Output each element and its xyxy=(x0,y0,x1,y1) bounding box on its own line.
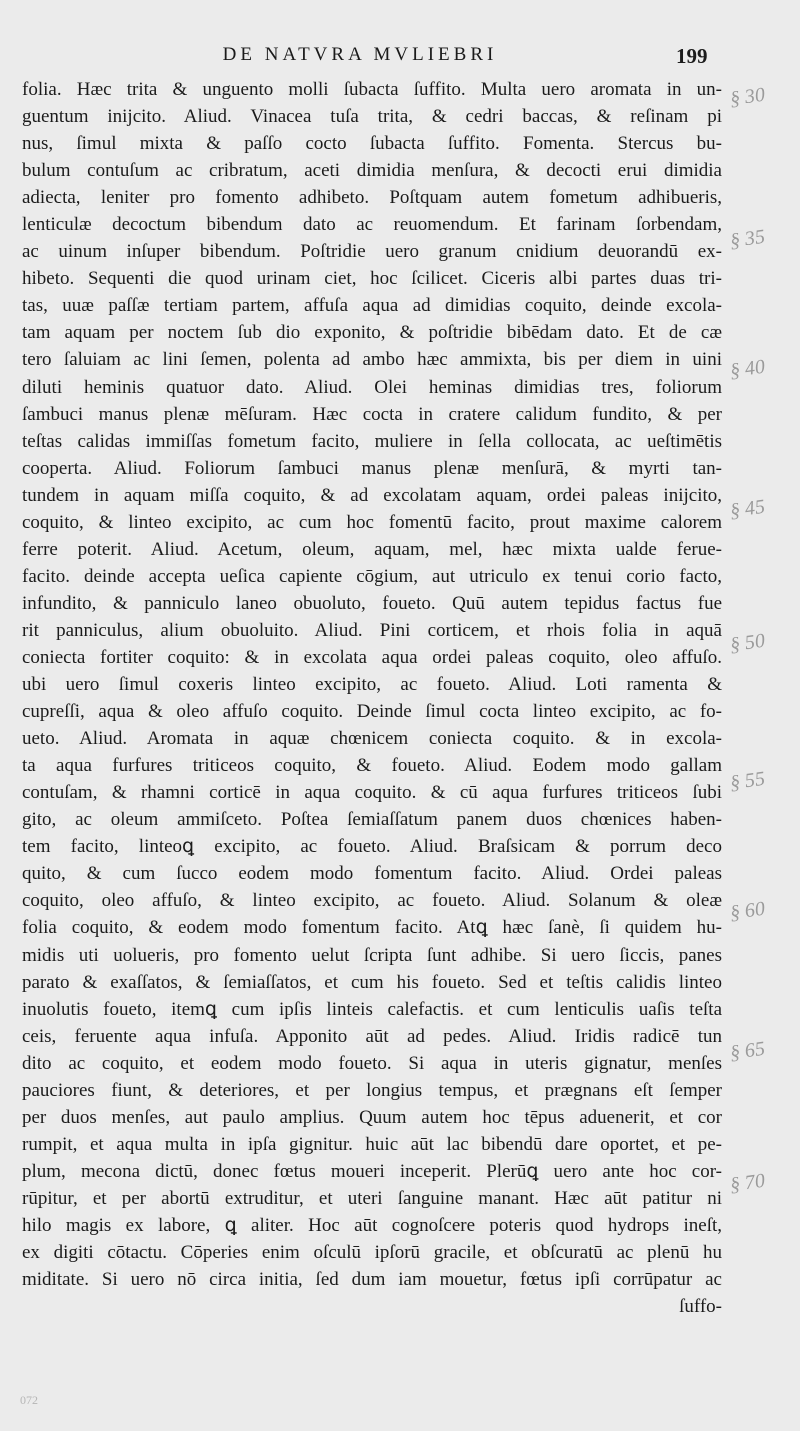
text-line: parato & exaſſatos, & ſemiaſſatos, et cum his foueto. Sed et teſtis calidis linteo xyxy=(22,971,722,993)
body-text xyxy=(22,76,722,1320)
text-line: tam aquam per noctem ſub dio exponito, & poſtridie bibēdam dato. Et de cæ xyxy=(22,322,722,344)
text-line: gito, ac oleum ammiſceto. Poſtea ſemiaſſatum panem duos chœnices haben- xyxy=(22,809,722,831)
text-line: ac uinum inſuper bibendum. Poſtridie uero granum cnidium deuorandū ex- xyxy=(22,241,722,263)
text-line: guentum inijcito. Aliud. Vinacea tuſa trita, & cedri baccas, & reſinam pi xyxy=(22,106,722,128)
text-line: rumpit, et aqua multa in ipſa gignitur. huic aūt lac bibendū dare oportet, et pe- xyxy=(22,1133,722,1155)
margin-note: § 45 xyxy=(728,495,767,523)
text-line: hilo magis ex labore, ꝗ aliter. Hoc aūt cognoſcere poteris quod hydrops ineſt, xyxy=(22,1214,722,1236)
margin-notes xyxy=(730,0,800,1431)
text-line: ſuffo- xyxy=(679,1296,722,1318)
text-line: coquito, & linteo excipito, ac cum hoc fomentū facito, prout maxime calorem xyxy=(22,511,722,533)
margin-note: § 55 xyxy=(728,767,767,795)
text-line: cooperta. Aliud. Foliorum ſambuci manus plenæ menſurā, & myrti tan- xyxy=(22,457,722,479)
text-line: dito ac coquito, et eodem modo foueto. Si aqua in uteris gignatur, menſes xyxy=(22,1052,722,1074)
text-line: rūpitur, et per abortū extruditur, et uteri ſanguine manant. Hæc aūt patitur ni xyxy=(22,1187,722,1209)
text-line: ueto. Aliud. Aromata in aquæ chœnicem coniecta coquito. & in excola- xyxy=(22,728,722,750)
text-line: ceis, feruente aqua infuſa. Apponito aūt ad pedes. Aliud. Iridis radicē tun xyxy=(22,1025,722,1047)
margin-note: § 70 xyxy=(728,1169,767,1197)
text-line: hibeto. Sequenti die quod urinam ciet, hoc ſcilicet. Ciceris albi partes duas tri- xyxy=(22,268,722,290)
margin-note: § 65 xyxy=(728,1037,767,1065)
margin-note: § 30 xyxy=(728,83,767,111)
page-number: 199 xyxy=(676,44,708,68)
text-line: tas, uuæ paſſæ tertiam partem, affuſa aqua ad dimidias coquito, deinde excola- xyxy=(22,295,722,317)
text-line: infundito, & panniculo laneo obuoluto, foueto. Quū autem tepidus factus fue xyxy=(22,592,722,614)
text-line: ex digiti cōtactu. Cōperies enim oſculū ipſorū gracile, et obſcuratū ac plenū hu xyxy=(22,1242,722,1264)
text-line: coniecta fortiter coquito: & in excolata aqua ordei paleas coquito, oleo affuſo. xyxy=(22,646,722,668)
text-line: midis uti uolueris, pro fomento uelut ſcripta ſunt adhibe. Si uero ſiccis, panes xyxy=(22,944,722,966)
text-line: facito. deinde accepta ueſica capiente cōgium, aut utriculo ex tenui corio facto, xyxy=(22,565,722,587)
running-title: DE NATVRA MVLIEBRI xyxy=(222,44,498,65)
margin-note: § 50 xyxy=(728,629,767,657)
text-line: ubi uero ſimul coxeris linteo excipito, ac foueto. Aliud. Loti ramenta & xyxy=(22,674,722,696)
text-line: quito, & cum ſucco eodem modo fomentum facito. Aliud. Ordei paleas xyxy=(22,863,722,885)
text-line: rit panniculus, alium obuoluito. Aliud. Pini corticem, et rhois folia in aquā xyxy=(22,619,722,641)
text-line: tem facito, linteoꝗ excipito, ac foueto. Aliud. Braſsicam & porrum deco xyxy=(22,836,722,858)
text-line: per duos menſes, aut paulo amplius. Quum autem hoc tēpus aduenerit, et cor xyxy=(22,1106,722,1128)
text-line: tundem in aquam miſſa coquito, & ad excolatam aquam, ordei paleas inijcito, xyxy=(22,484,722,506)
text-line: folia. Hæc trita & unguento molli ſubacta ſuffito. Multa uero aromata in un- xyxy=(22,79,722,100)
text-line: miditate. Si uero nō circa initia, ſed dum iam mouetur, fœtus ipſi corrūpatur ac xyxy=(22,1269,722,1291)
text-line: adiecta, leniter pro fomento adhibeto. Poſtquam autem fometum adhibueris, xyxy=(22,187,722,209)
text-line: plum, mecona dictū, donec fœtus moueri inceperit. Plerūꝗ uero ante hoc cor- xyxy=(22,1160,722,1182)
text-line: nus, ſimul mixta & paſſo cocto ſubacta ſuffito. Fomenta. Stercus bu- xyxy=(22,133,722,155)
bottom-mark: 072 xyxy=(20,1393,38,1407)
margin-note: § 40 xyxy=(728,355,767,383)
text-line: ferre poterit. Aliud. Acetum, oleum, aquam, mel, hæc mixta ualde ferue- xyxy=(22,538,722,560)
text-line: lenticulæ decoctum bibendum dato ac reuomendum. Et farinam ſorbendam, xyxy=(22,214,722,236)
text-line: contuſam, & rhamni corticē in aqua coquito. & cū aqua furfures triticeos ſubi xyxy=(22,782,722,804)
text-line: ta aqua furfures triticeos coquito, & foueto. Aliud. Eodem modo gallam xyxy=(22,755,722,777)
page-header xyxy=(0,44,800,72)
text-line: pauciores fiunt, & deteriores, et per longius tempus, et prægnans eſt ſemper xyxy=(22,1079,722,1101)
margin-note: § 60 xyxy=(728,897,767,925)
text-line: bulum contuſum ac cribratum, aceti dimidia menſura, & decocti erui dimidia xyxy=(22,160,722,182)
text-line: coquito, oleo affuſo, & linteo excipito, ac foueto. Aliud. Solanum & oleæ xyxy=(22,890,722,912)
text-line: ſambuci manus plenæ mēſuram. Hæc cocta in cratere calidum fundito, & per xyxy=(22,403,722,425)
text-line: folia coquito, & eodem modo fomentum facito. Atꝗ hæc ſanè, ſi quidem hu- xyxy=(22,917,722,939)
text-line: inuolutis foueto, itemꝗ cum ipſis linteis calefactis. et cum lenticulis uaſis teſta xyxy=(22,998,722,1020)
margin-note: § 35 xyxy=(728,225,767,253)
text-line: diluti heminis quatuor dato. Aliud. Olei heminas dimidias tres, foliorum xyxy=(22,376,722,398)
text-line: teſtas calidas immiſſas fometum facito, muliere in ſella collocata, ac ueſtimētis xyxy=(22,430,722,452)
text-line: cupreſſi, aqua & oleo affuſo coquito. Deinde ſimul cocta linteo excipito, ac fo- xyxy=(22,701,722,723)
text-line: tero ſaluiam ac lini ſemen, polenta ad ambo hæc ammixta, bis per diem in uini xyxy=(22,349,722,371)
